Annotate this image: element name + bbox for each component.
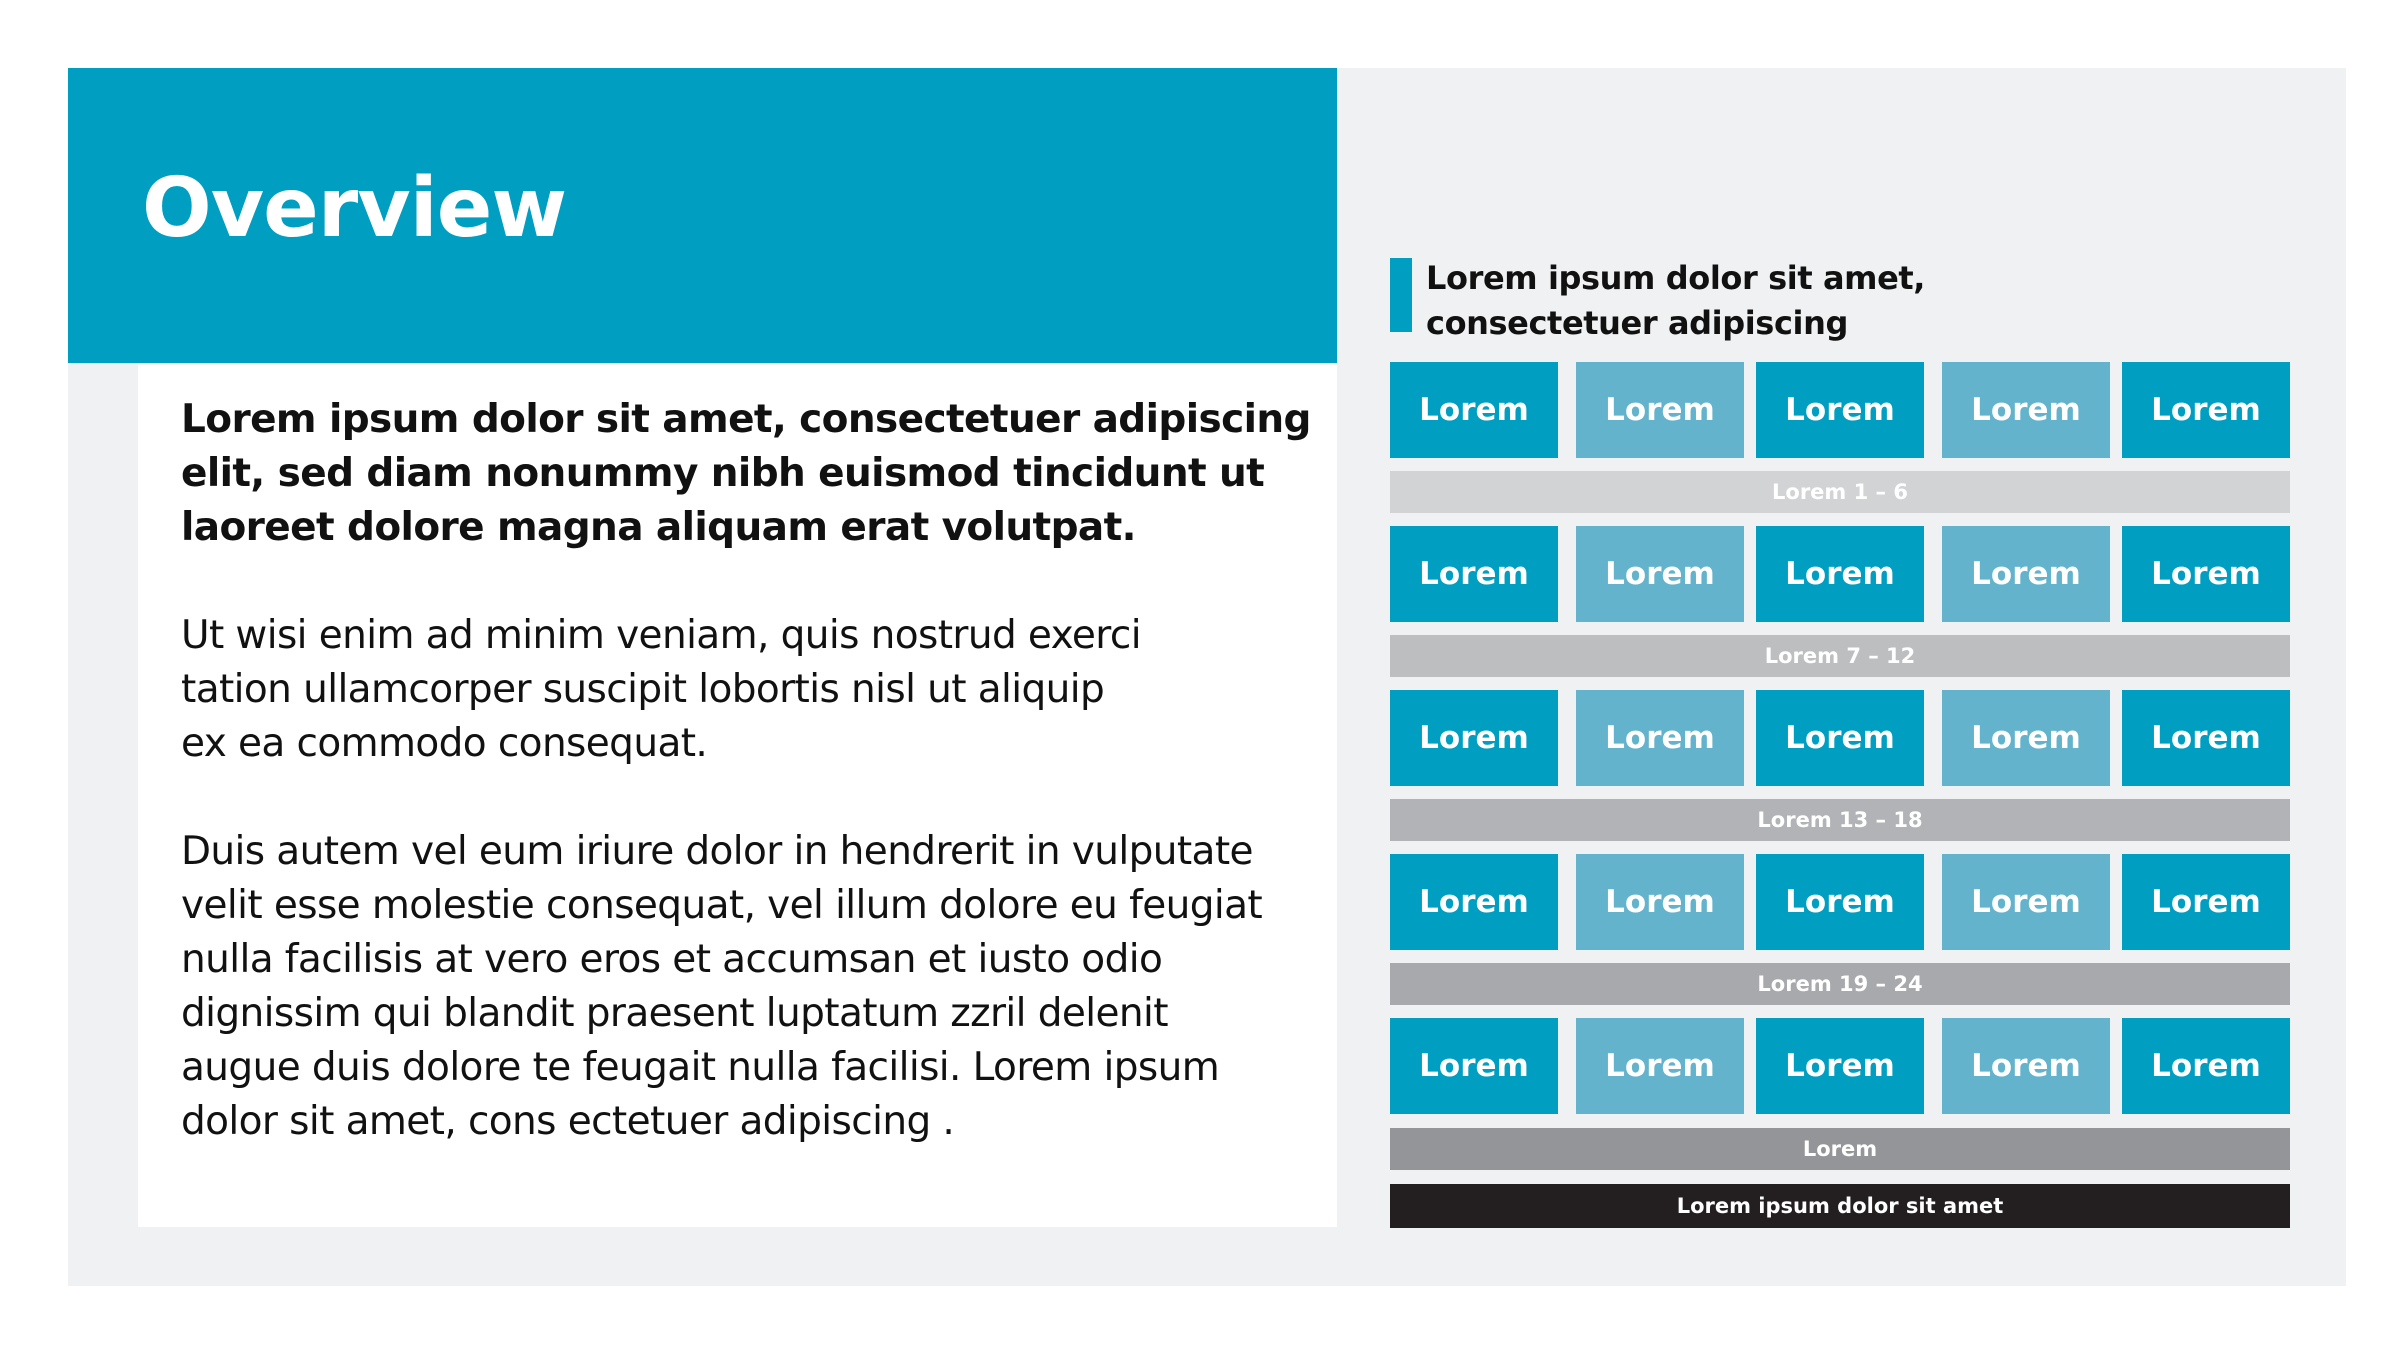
diagram-tile: Lorem bbox=[2122, 362, 2290, 458]
text-card bbox=[138, 363, 1337, 1227]
diagram-tile: Lorem bbox=[1576, 526, 1744, 622]
diagram-tile: Lorem bbox=[1942, 690, 2110, 786]
diagram-range-band: Lorem bbox=[1390, 1128, 2290, 1170]
diagram-tile: Lorem bbox=[1942, 526, 2110, 622]
page-title: Overview bbox=[142, 161, 567, 256]
diagram-tile: Lorem bbox=[2122, 1018, 2290, 1114]
diagram-tile: Lorem bbox=[1576, 1018, 1744, 1114]
diagram-tile: Lorem bbox=[1390, 690, 1558, 786]
diagram-tile: Lorem bbox=[2122, 854, 2290, 950]
diagram-range-band: Lorem 19 – 24 bbox=[1390, 963, 2290, 1005]
diagram-range-band: Lorem 7 – 12 bbox=[1390, 635, 2290, 677]
diagram-tile: Lorem bbox=[1576, 854, 1744, 950]
diagram-tile: Lorem bbox=[1942, 362, 2110, 458]
diagram-range-band: Lorem 1 – 6 bbox=[1390, 471, 2290, 513]
diagram-tile: Lorem bbox=[1576, 690, 1744, 786]
title-bar bbox=[68, 68, 1337, 363]
diagram-tile: Lorem bbox=[1756, 1018, 1924, 1114]
diagram-tile: Lorem bbox=[1756, 690, 1924, 786]
diagram-tile: Lorem bbox=[1390, 854, 1558, 950]
diagram-range-band: Lorem 13 – 18 bbox=[1390, 799, 2290, 841]
diagram-tile: Lorem bbox=[2122, 526, 2290, 622]
lead-paragraph: Lorem ipsum dolor sit amet, consectetuer adipiscing elit, sed diam nonummy nibh euismod tincidunt ut laoreet dolore magna aliquam erat volutpat. bbox=[181, 397, 1311, 550]
diagram-tile: Lorem bbox=[1390, 362, 1558, 458]
diagram-footer-bar: Lorem ipsum dolor sit amet bbox=[1390, 1184, 2290, 1228]
diagram-tile: Lorem bbox=[1756, 526, 1924, 622]
heading-accent-bar bbox=[1390, 258, 1412, 332]
diagram-tile: Lorem bbox=[1942, 854, 2110, 950]
diagram-heading-text: Lorem ipsum dolor sit amet, consectetuer adipiscing bbox=[1426, 259, 1926, 342]
diagram-tile: Lorem bbox=[2122, 690, 2290, 786]
diagram-tile: Lorem bbox=[1390, 1018, 1558, 1114]
diagram-tile: Lorem bbox=[1756, 362, 1924, 458]
body-paragraph-2: Ut wisi enim ad minim veniam, quis nostrud exerci tation ullamcorper suscipit lobortis nisl ut aliquip ex ea commodo consequat. bbox=[181, 613, 1141, 766]
diagram-tile: Lorem bbox=[1942, 1018, 2110, 1114]
diagram-tile: Lorem bbox=[1390, 526, 1558, 622]
body-paragraph-3: Duis autem vel eum iriure dolor in hendrerit in vulputate velit esse molestie consequat, vel illum dolore eu feugiat nulla facilisis at vero eros et accumsan et iusto odio dignissim qui blandit praesent luptatum zzril delenit augue duis dolore te feugait nulla facilisi. Lorem ipsum dolor sit amet, cons ectetuer adipiscing . bbox=[181, 829, 1263, 1144]
diagram-tile: Lorem bbox=[1756, 854, 1924, 950]
diagram-tile: Lorem bbox=[1576, 362, 1744, 458]
